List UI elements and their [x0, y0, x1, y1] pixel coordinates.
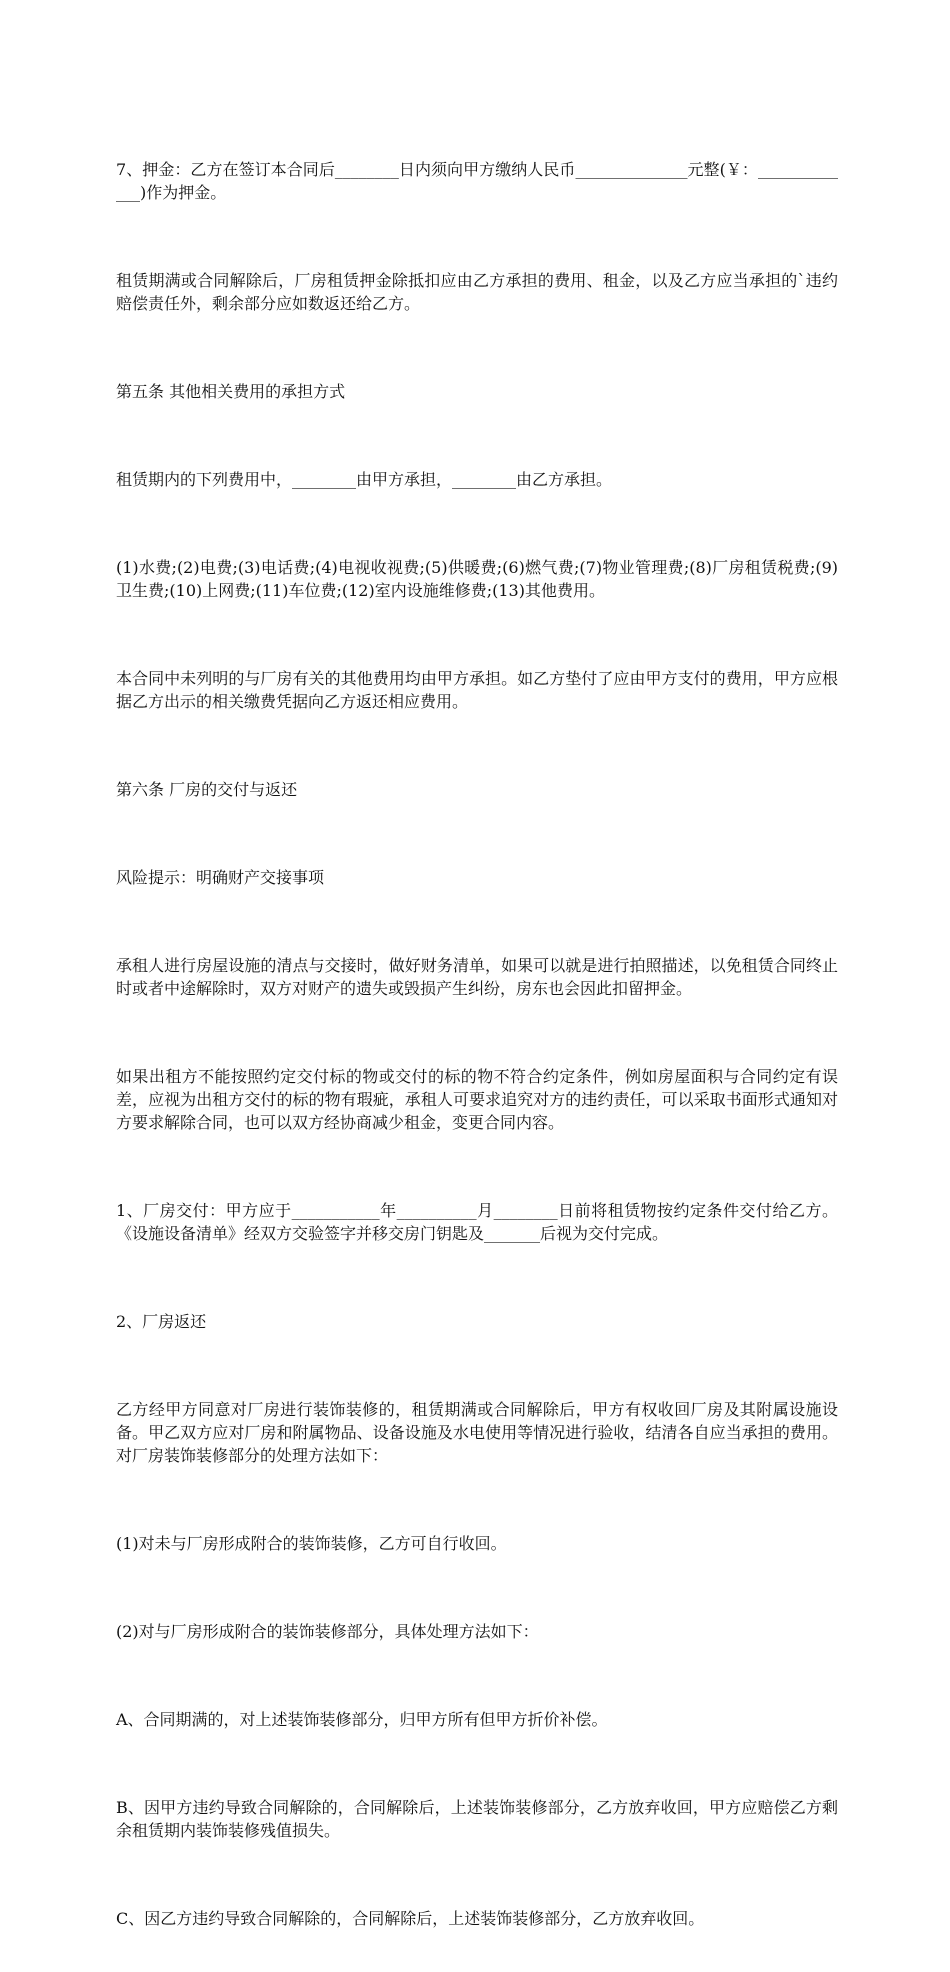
- article-5-heading: 第五条 其他相关费用的承担方式: [116, 382, 346, 401]
- other-fees-paragraph: 本合同中未列明的与厂房有关的其他费用均由甲方承担。如乙方垫付了应由甲方支付的费用，甲方应根据乙方出示的相关缴费凭据向乙方返还相应费用。: [116, 669, 838, 711]
- return-heading: 2、厂房返还: [116, 1312, 207, 1331]
- risk-tip-heading: 风险提示：明确财产交接事项: [116, 868, 325, 887]
- fee-allocation-paragraph: 租赁期内的下列费用中，________由甲方承担，________由乙方承担。: [116, 470, 613, 489]
- delivery-clause: 1、厂房交付：甲方应于___________年__________月________日前将租赁物按约定条件交付给乙方。《设施设备清单》经双方交验签字并移交房门钥匙及_______后视为交付完成。: [116, 1201, 838, 1243]
- article-6-heading: 第六条 厂房的交付与返还: [116, 780, 298, 799]
- option-b-item: B、因甲方违约导致合同解除的，合同解除后，上述装饰装修部分，乙方放弃收回，甲方应赔偿乙方剩余租赁期内装饰装修残值损失。: [116, 1798, 838, 1840]
- deposit-return-paragraph: 租赁期满或合同解除后，厂房租赁押金除抵扣应由乙方承担的费用、租金，以及乙方应当承担的`违约赔偿责任外，剩余部分应如数返还给乙方。: [116, 271, 838, 313]
- option-c-item: C、因乙方违约导致合同解除的，合同解除后，上述装饰装修部分，乙方放弃收回。: [116, 1909, 705, 1928]
- defective-delivery-paragraph: 如果出租方不能按照约定交付标的物或交付的标的物不符合约定条件，例如房屋面积与合同约定有误差，应视为出租方交付的标的物有瑕疵，承租人可要求追究对方的违约责任，可以采取书面形式通知对方要求解除合同，也可以双方经协商减少租金，变更合同内容。: [116, 1067, 838, 1132]
- attached-renovation-item: (2)对与厂房形成附合的装饰装修部分，具体处理方法如下：: [116, 1622, 539, 1641]
- non-attached-renovation-item: (1)对未与厂房形成附合的装饰装修，乙方可自行收回。: [116, 1534, 507, 1553]
- deposit-clause: 7、押金：乙方在签订本合同后________日内须向甲方缴纳人民币______________元整(￥：_____________)作为押金。: [116, 160, 838, 202]
- fee-list-paragraph: (1)水费;(2)电费;(3)电话费;(4)电视收视费;(5)供暖费;(6)燃气费;(7)物业管理费;(8)厂房租赁税费;(9)卫生费;(10)上网费;(11)车位费;(12)室内设施维修费;(13)其他费用。: [116, 558, 838, 600]
- option-a-item: A、合同期满的，对上述装饰装修部分，归甲方所有但甲方折价补偿。: [116, 1710, 608, 1729]
- handover-inventory-paragraph: 承租人进行房屋设施的清点与交接时，做好财务清单，如果可以就是进行拍照描述，以免租赁合同终止时或者中途解除时，双方对财产的遗失或毁损产生纠纷，房东也会因此扣留押金。: [116, 956, 838, 998]
- renovation-return-paragraph: 乙方经甲方同意对厂房进行装饰装修的，租赁期满或合同解除后，甲方有权收回厂房及其附属设施设备。甲乙双方应对厂房和附属物品、设备设施及水电使用等情况进行验收，结清各自应当承担的费用。对厂房装饰装修部分的处理方法如下：: [116, 1400, 838, 1465]
